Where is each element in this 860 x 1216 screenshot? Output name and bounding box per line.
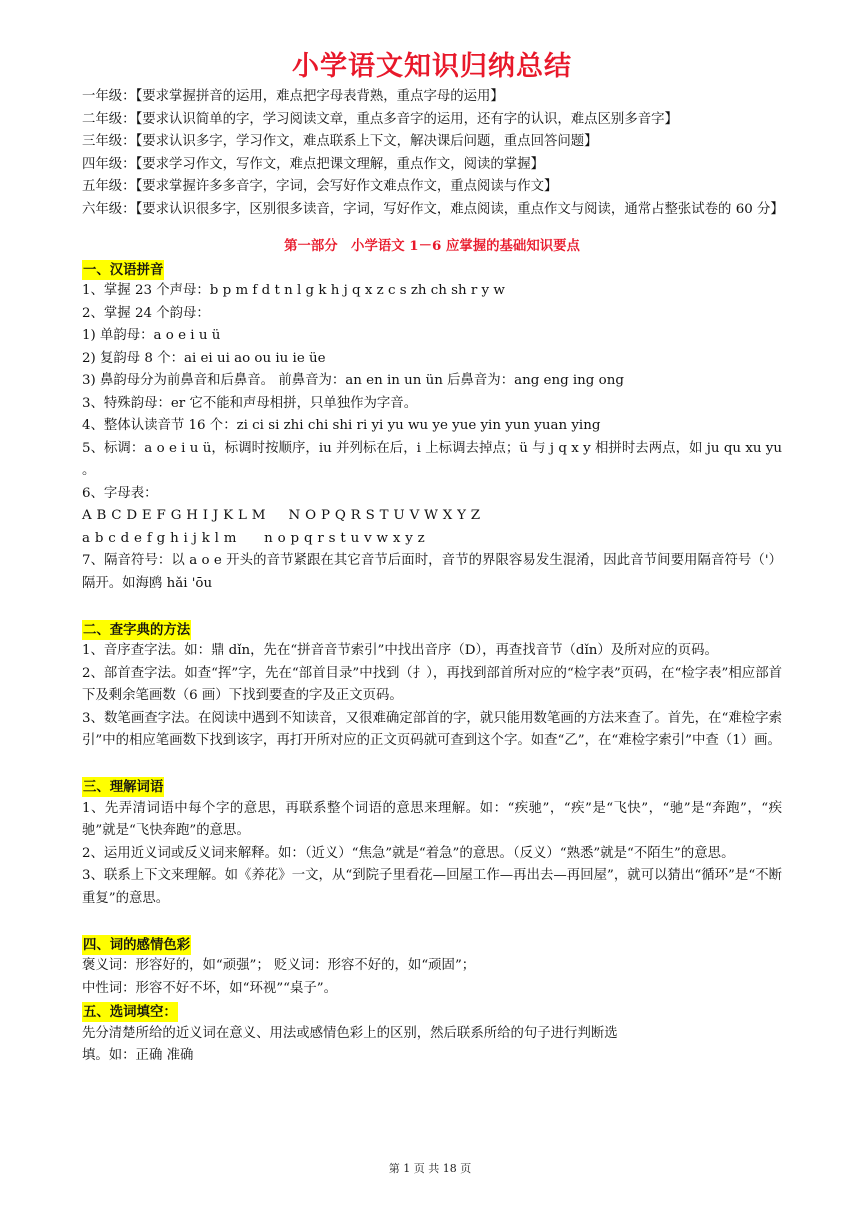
lowercase-alphabet: a b c d e f g h i j k l m n o p q r s t u v w x y z [82,530,426,546]
grade-4-line: 四年级：【要求学习作文，写作文，难点把课文理解，重点作文，阅读的掌握】 [82,156,544,172]
list-item: 3、联系上下文来理解。如《养花》一文，从“到院子里看花—回屋工作—再出去—再回屋”，就可以猜出“循环”是“不断重复”的意思。 [82,868,782,906]
section-heading: 二、查字典的方法 [83,621,191,638]
alphabet-label: 6、字母表： [82,485,158,501]
page-title: 小学语文知识归纳总结 [292,51,572,82]
list-item: 1、掌握 23 个声母：b p m f d t n l g k h j q x z c s zh ch sh r y w [82,283,505,298]
page-footer: 第 1 页 共 18 页 [388,1162,472,1175]
uppercase-alphabet: A B C D E F G H I J K L M N O P Q R S T U V W X Y Z [82,508,481,523]
grade-3-line: 三年级：【要求认识多字，学习作文，难点联系上下文，解决课后问题，重点回答问题】 [82,134,598,149]
list-item: 中性词：形容不好不坏，如“环视”“桌子”。 [82,980,338,996]
document-page [82,0,782,1068]
list-item: 2、掌握 24 个韵母： [82,305,210,321]
grade-2-line: 二年级：【要求认识简单的字，学习阅读文章，重点多音字的运用，还有字的认识，难点区别多音字】 [82,111,678,127]
list-item: 先分清楚所给的近义词在意义、用法或感情色彩上的区别，然后联系所给的句子进行判断选 [82,1025,618,1041]
section-pinyin [82,258,782,596]
list-item: 3、特殊韵母：er 它不能和声母相拼，只单独作为字音。 [82,395,418,411]
section-heading: 四、词的感情色彩 [83,936,191,953]
grade-1-line: 一年级：【要求掌握拼音的运用，难点把字母表背熟，重点字母的运用】 [82,89,504,104]
grade-5-line: 五年级：【要求掌握许多多音字，字词，会写好作文难点作文，重点阅读与作文】 [82,179,558,194]
section-dictionary [82,618,782,753]
section-sentiment [82,933,782,1001]
apostrophe-item: 7、隔音符号：以 a o e 开头的音节紧跟在其它音节后面时，音节的界限容易发生混淆，因此音节间要用隔音符号（'）隔开。如海鸥 hǎi 'ōu [82,553,782,591]
list-item: 4、整体认读音节 16 个：zi ci si zhi chi shi ri yi yu wu ye yue yin yun yuan ying [82,418,601,433]
section-words [82,775,782,910]
list-item: 褒义词：形容好的，如“顽强”； 贬义词：形容不好的，如“顽固”； [82,958,476,973]
list-item: 2、运用近义词或反义词来解释。如：（近义）“焦急”就是“着急”的意思。（反义）“熟悉”就是“不陌生”的意思。 [82,845,735,861]
section-fill-in [82,1000,782,1068]
part-one-title: 第一部分 小学语文 1－6 应掌握的基础知识要点 [284,238,580,254]
list-item: 填。如：正确 准确 [82,1048,194,1063]
section-heading: 一、汉语拼音 [83,261,164,278]
section-heading: 三、理解词语 [83,779,164,795]
list-item: 1、音序查字法。如：鼎 dǐn，先在“拼音音节索引”中找出音序（D），再查找音节（dǐn）及所对应的页码。 [82,643,718,658]
list-item: 2) 复韵母 8 个：ai ei ui ao ou iu ie üe [82,350,326,366]
grade-6-line: 六年级：【要求认识很多字，区别很多读音，字词，写好作文，难点阅读，重点作文与阅读，通常占整张试卷的 60 分】 [82,201,784,217]
list-item: 2、部首查字法。如查“挥”字，先在“部首目录”中找到（扌），再找到部首所对应的“检字表”页码，在“检字表”相应部首下及剩余笔画数（6 画）下找到要查的字及正文页码。 [82,665,782,703]
section-heading: 五、选词填空： [83,1004,177,1020]
grade-requirements [82,86,782,221]
tone-marking-item: 5、标调：a o e i u ü，标调时按顺序，iu 并列标在后，i 上标调去掉点；ü 与 j q x y 相拼时去两点，如 ju qu xu yu 。 [82,440,782,478]
list-item: 3、数笔画查字法。在阅读中遇到不知读音，又很难确定部首的字，就只能用数笔画的方法来查了。首先，在“难检字索引”中的相应笔画数下找到该字，再打开所对应的正文页码就可查到这个字。如查“乙”，在“难检字索引”中查（1）画。 [82,710,782,748]
list-item: 3) 鼻韵母分为前鼻音和后鼻音。 前鼻音为：an en in un ün 后鼻音为：ang eng ing ong [82,373,624,388]
list-item: 1) 单韵母：a o e i u ü [82,328,221,343]
list-item: 1、先弄清词语中每个字的意思，再联系整个词语的意思来理解。如：“疾驰”，“疾”是“飞快”，“驰”是“奔跑”，“疾驰”就是“飞快奔跑”的意思。 [82,800,782,838]
